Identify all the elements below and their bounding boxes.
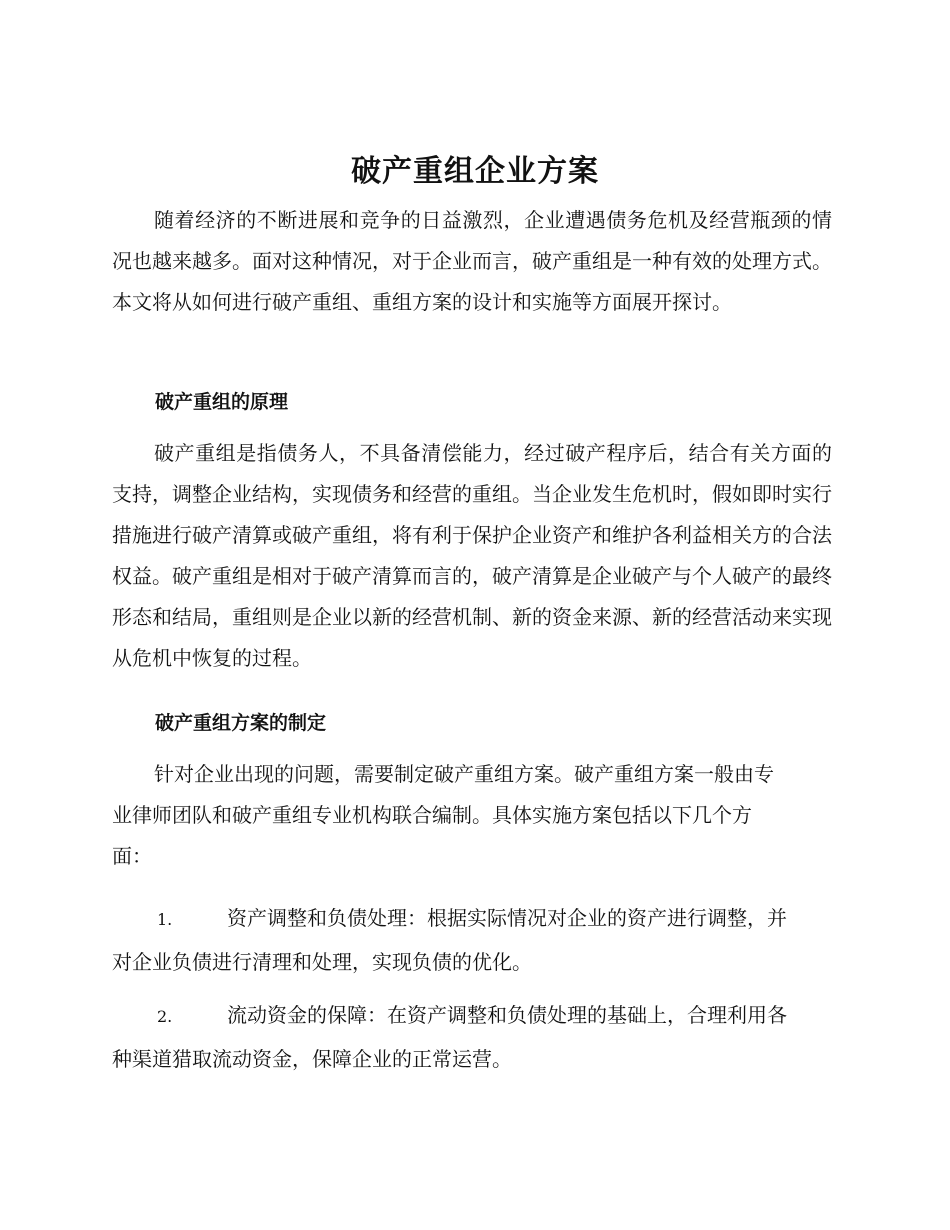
- list-item-first-line: 流动资金的保障：在资产调整和负债处理的基础上，合理利用各: [227, 1003, 787, 1027]
- list-item-first-line: 资产调整和负债处理：根据实际情况对企业的资产进行调整，并: [227, 906, 787, 930]
- list-item-number: 1.: [157, 910, 173, 929]
- plan-line-3: 面：: [112, 844, 152, 868]
- list-item-number: 2.: [157, 1007, 173, 1026]
- section-heading-plan: 破产重组方案的制定: [155, 712, 327, 734]
- plan-line-2: 业律师团队和破产重组专业机构联合编制。具体实施方案包括以下几个方: [112, 803, 752, 827]
- plan-line-1: 针对企业出现的问题，需要制定破产重组方案。破产重组方案一般由专: [154, 762, 774, 786]
- section-body-principle: 破产重组是指债务人，不具备清偿能力，经过破产程序后，结合有关方面的支持，调整企业结构，实现债务和经营的重组。当企业发生危机时，假如即时实行措施进行破产清算或破产重组，将有利于保护企业资产和维护各利益相关方的合法权益。破产重组是相对于破产清算而言的，破产清算是企业破产与个人破产的最终形态和结局，重组则是企业以新的经营机制、新的资金来源、新的经营活动来实现从危机中恢复的过程。: [112, 441, 832, 670]
- document-title: 破产重组企业方案: [351, 154, 599, 189]
- list-item-continuation: 种渠道猎取流动资金，保障企业的正常运营。: [112, 1047, 512, 1071]
- list-item-continuation: 对企业负债进行清理和处理，实现负债的优化。: [112, 950, 532, 974]
- list-item: [112, 897, 832, 984]
- section-heading-principle: 破产重组的原理: [155, 391, 289, 413]
- section-body-plan: [112, 754, 832, 877]
- list-item: [112, 994, 832, 1081]
- intro-paragraph: 随着经济的不断进展和竞争的日益激烈，企业遭遇债务危机及经营瓶颈的情况也越来越多。面对这种情况，对于企业而言，破产重组是一种有效的处理方式。本文将从如何进行破产重组、重组方案的设计和实施等方面展开探讨。: [112, 208, 832, 314]
